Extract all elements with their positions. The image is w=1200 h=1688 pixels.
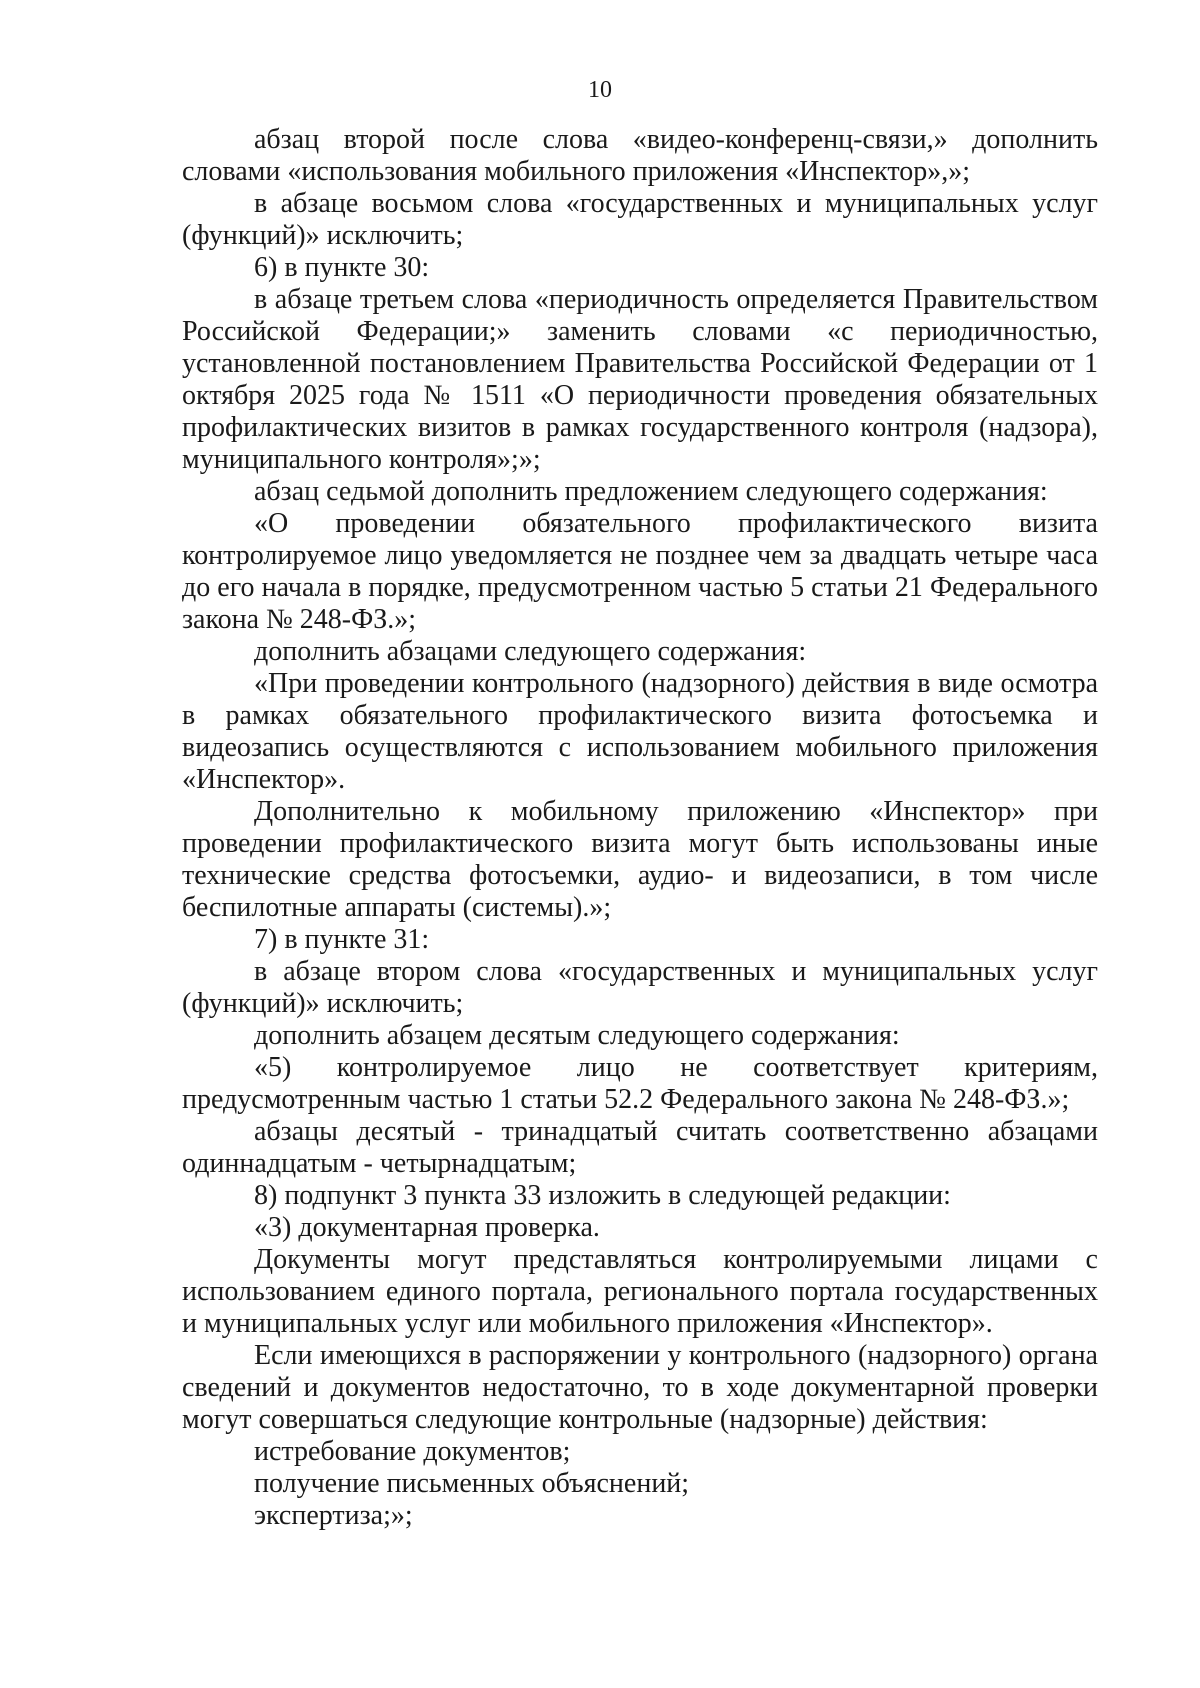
paragraph: экспертиза;»;: [254, 1500, 413, 1531]
paragraph: получение письменных объяснений;: [254, 1468, 690, 1499]
paragraph: дополнить абзацами следующего содержания:: [254, 636, 807, 667]
document-body: [182, 124, 1098, 1532]
paragraph: абзац второй после слова «видео-конференц-связи,» дополнить словами «использования мобильного приложения «Инспектор»,»;: [182, 124, 1098, 187]
paragraph: «3) документарная проверка.: [254, 1212, 600, 1243]
page-number: 10: [588, 77, 612, 103]
paragraph: в абзаце третьем слова «периодичность определяется Правительством Российской Федерации;» заменить словами «с периодичностью, установленной постановлением Правительства Российской Федерации от 1 октября 2025 года № 1511 «О периодичности проведения обязательных профилактических визитов в рамках государственного контроля (надзора), муниципального контроля»;»;: [182, 284, 1098, 475]
paragraph: 7) в пункте 31:: [254, 924, 430, 955]
paragraph: «5) контролируемое лицо не соответствует критериям, предусмотренным частью 1 статьи 52.2 Федерального закона № 248-ФЗ.»;: [182, 1052, 1098, 1115]
paragraph: дополнить абзацем десятым следующего содержания:: [254, 1020, 900, 1051]
paragraph: в абзаце восьмом слова «государственных и муниципальных услуг (функций)» исключить;: [182, 188, 1098, 251]
paragraph: Дополнительно к мобильному приложению «Инспектор» при проведении профилактического визита могут быть использованы иные технические средства фотосъемки, аудио- и видеозаписи, в том числе беспилотные аппараты (системы).»;: [182, 796, 1098, 923]
paragraph: «При проведении контрольного (надзорного) действия в виде осмотра в рамках обязательного профилактического визита фотосъемка и видеозапись осуществляются с использованием мобильного приложения «Инспектор».: [182, 668, 1098, 795]
paragraph: Документы могут представляться контролируемыми лицами с использованием единого портала, регионального портала государственных и муниципальных услуг или мобильного приложения «Инспектор».: [182, 1244, 1098, 1339]
paragraph: Если имеющихся в распоряжении у контрольного (надзорного) органа сведений и документов недостаточно, то в ходе документарной проверки могут совершаться следующие контрольные (надзорные) действия:: [182, 1340, 1098, 1435]
paragraph: истребование документов;: [254, 1436, 571, 1467]
paragraph: в абзаце втором слова «государственных и муниципальных услуг (функций)» исключить;: [182, 956, 1098, 1019]
paragraph: 6) в пункте 30:: [254, 252, 430, 283]
paragraph: абзацы десятый - тринадцатый считать соответственно абзацами одиннадцатым - четырнадцатым;: [182, 1116, 1098, 1179]
paragraph: 8) подпункт 3 пункта 33 изложить в следующей редакции:: [254, 1180, 951, 1211]
paragraph: «О проведении обязательного профилактического визита контролируемое лицо уведомляется не позднее чем за двадцать четыре часа до его начала в порядке, предусмотренном частью 5 статьи 21 Федерального закона № 248-ФЗ.»;: [182, 508, 1098, 635]
paragraph: абзац седьмой дополнить предложением следующего содержания:: [254, 476, 1048, 507]
